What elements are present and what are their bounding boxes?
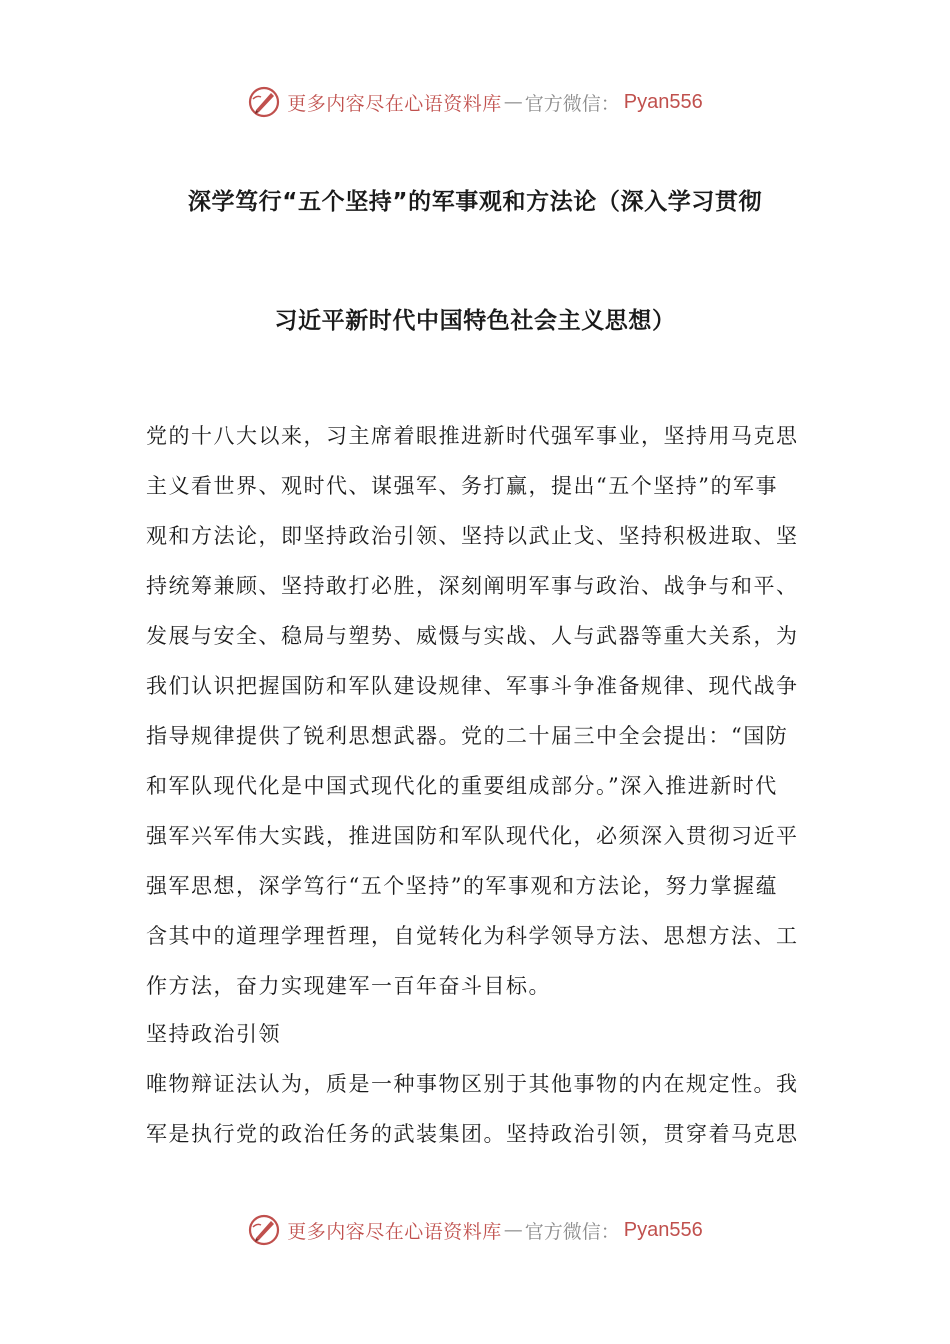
body-line: 党的十八大以来，习主席着眼推进新时代强军事业，坚持用马克思 <box>146 424 799 448</box>
section-line: 军是执行党的政治任务的武装集团。坚持政治引领，贯穿着马克思 <box>146 1122 799 1146</box>
banner-separator: — <box>503 1219 523 1241</box>
body-line: 强军兴军伟大实践，推进国防和军队现代化，必须深入贯彻习近平 <box>146 824 799 848</box>
banner-wechat-label: 官方微信： <box>524 92 620 115</box>
body-line: 强军思想，深学笃行“五个坚持”的军事观和方法论，努力掌握蕴 <box>146 874 778 898</box>
banner-slogan: 更多内容尽在心语资料库 <box>287 92 502 115</box>
header-banner <box>0 82 950 122</box>
body-line: 指导规律提供了锐利思想武器。党的二十届三中全会提出：“国防 <box>146 724 789 748</box>
body-line: 含其中的道理学理哲理，自觉转化为科学领导方法、思想方法、工 <box>146 924 799 948</box>
banner-wechat-id: Pyan556 <box>623 90 703 113</box>
document-title-line-2: 习近平新时代中国特色社会主义思想） <box>274 308 676 334</box>
banner-slogan: 更多内容尽在心语资料库 <box>287 1220 502 1243</box>
body-line: 主义看世界、观时代、谋强军、务打赢，提出“五个坚持”的军事 <box>146 474 778 498</box>
body-line: 发展与安全、稳局与塑势、威慑与实战、人与武器等重大关系，为 <box>146 624 799 648</box>
body-line: 观和方法论，即坚持政治引领、坚持以武止戈、坚持积极进取、坚 <box>146 524 799 548</box>
document-title-line-1: 深学笃行“五个坚持”的军事观和方法论（深入学习贯彻 <box>187 189 763 215</box>
banner-wechat-label: 官方微信： <box>524 1220 620 1243</box>
banner-wechat-id: Pyan556 <box>623 1218 703 1241</box>
footer-banner <box>0 1210 950 1250</box>
body-line: 持统筹兼顾、坚持敢打必胜，深刻阐明军事与政治、战争与和平、 <box>146 574 799 598</box>
body-line: 和军队现代化是中国式现代化的重要组成部分。”深入推进新时代 <box>146 774 778 798</box>
quill-pen-logo-icon <box>247 1213 281 1247</box>
section-heading: 坚持政治引领 <box>146 1022 281 1046</box>
body-line: 我们认识把握国防和军队建设规律、军事斗争准备规律、现代战争 <box>146 674 799 698</box>
banner-separator: — <box>503 91 523 113</box>
quill-pen-logo-icon <box>247 85 281 119</box>
section-line: 唯物辩证法认为，质是一种事物区别于其他事物的内在规定性。我 <box>146 1072 799 1096</box>
body-line: 作方法，奋力实现建军一百年奋斗目标。 <box>146 974 551 998</box>
